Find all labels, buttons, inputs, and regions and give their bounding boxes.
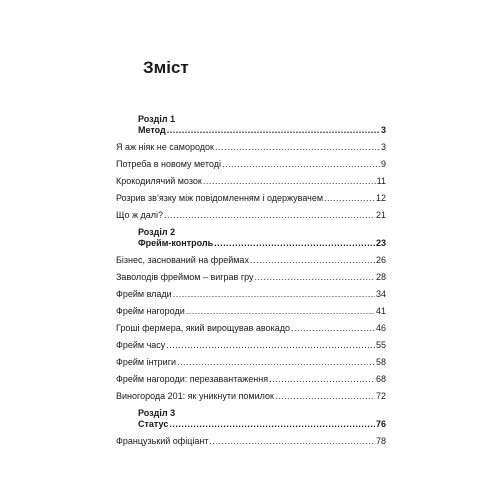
entry-title: Фрейм нагороди (116, 306, 185, 316)
toc-entry[interactable] (116, 142, 386, 153)
dot-leader (203, 176, 376, 187)
chapter-label: Розділ 2 (138, 227, 176, 237)
entry-title: Розрив зв’язку між повідомленням і одержувачем (116, 193, 324, 203)
dot-leader (186, 306, 375, 317)
entry-title: Гроші фермера, який вирощував авокадо (116, 323, 290, 333)
dot-leader (173, 289, 375, 300)
page-number: 68 (375, 374, 386, 384)
dot-leader (250, 255, 375, 266)
entry-title: Французький офіціант (116, 436, 209, 446)
entry-title: Потреба в новому методі (116, 159, 221, 169)
page-number: 3 (380, 125, 386, 135)
entry-title: Фрейм часу (116, 340, 166, 350)
chapter-title: Статус (138, 419, 169, 429)
page-title: Зміст (143, 58, 189, 77)
page-number: 55 (375, 340, 386, 350)
page-number: 46 (375, 323, 386, 333)
entry-title: Фрейм інтриги (116, 357, 177, 367)
dot-leader (166, 340, 375, 351)
entry-title: Заволодів фреймом – виграв гру (116, 272, 254, 282)
dot-leader (215, 142, 380, 153)
entry-title: Бізнес, заснований на фреймах (116, 255, 249, 265)
dot-leader (177, 357, 375, 368)
page-number: 21 (375, 210, 386, 220)
toc-entry[interactable] (116, 323, 386, 334)
chapter-title: Метод (138, 125, 166, 135)
page-number: 41 (375, 306, 386, 316)
page-number: 58 (375, 357, 386, 367)
chapter-heading-entry[interactable] (116, 238, 386, 249)
entry-title: Фрейм влади (116, 289, 172, 299)
dot-leader (209, 436, 375, 447)
toc-entry[interactable] (116, 193, 386, 204)
dot-leader (275, 391, 375, 402)
page-number: 23 (375, 238, 386, 248)
toc-entry[interactable] (116, 289, 386, 300)
dot-leader (255, 272, 375, 283)
page-number: 3 (380, 142, 386, 152)
page-number: 9 (380, 159, 386, 169)
chapter-heading-entry[interactable] (116, 125, 386, 136)
entry-title: Крокодилячий мозок (116, 176, 202, 186)
chapter-group (116, 408, 386, 447)
dot-leader (291, 323, 375, 334)
chapter-label: Розділ 3 (138, 408, 176, 418)
dot-leader (164, 210, 375, 221)
page-number: 28 (375, 272, 386, 282)
page-number: 78 (375, 436, 386, 446)
chapter-group (116, 114, 386, 221)
page-number: 34 (375, 289, 386, 299)
dot-leader (167, 125, 380, 136)
chapter-label: Розділ 1 (138, 114, 176, 124)
dot-leader (214, 238, 375, 249)
toc-entry[interactable] (116, 210, 386, 221)
entry-title: Що ж далі? (116, 210, 163, 220)
dot-leader (324, 193, 375, 204)
toc-entry[interactable] (116, 306, 386, 317)
table-of-contents (116, 114, 386, 447)
dot-leader (222, 159, 380, 170)
entry-title: Виногорода 201: як уникнути помилок (116, 391, 274, 401)
toc-entry[interactable] (116, 357, 386, 368)
dot-leader (269, 374, 375, 385)
toc-entry[interactable] (116, 159, 386, 170)
dot-leader (169, 419, 375, 430)
chapter-title: Фрейм-контроль (138, 238, 214, 248)
chapter-heading-entry[interactable] (116, 419, 386, 430)
chapter-group (116, 227, 386, 402)
toc-entry[interactable] (116, 272, 386, 283)
toc-entry[interactable] (116, 340, 386, 351)
toc-entry[interactable] (116, 255, 386, 266)
entry-title: Я аж ніяк не самородок (116, 142, 214, 152)
page-number: 76 (375, 419, 386, 429)
page-number: 26 (375, 255, 386, 265)
entry-title: Фрейм нагороди: перезавантаження (116, 374, 269, 384)
page-number: 72 (375, 391, 386, 401)
toc-entry[interactable] (116, 176, 386, 187)
toc-entry[interactable] (116, 436, 386, 447)
toc-entry[interactable] (116, 374, 386, 385)
page-number: 12 (375, 193, 386, 203)
page-number: 11 (376, 176, 386, 186)
toc-entry[interactable] (116, 391, 386, 402)
